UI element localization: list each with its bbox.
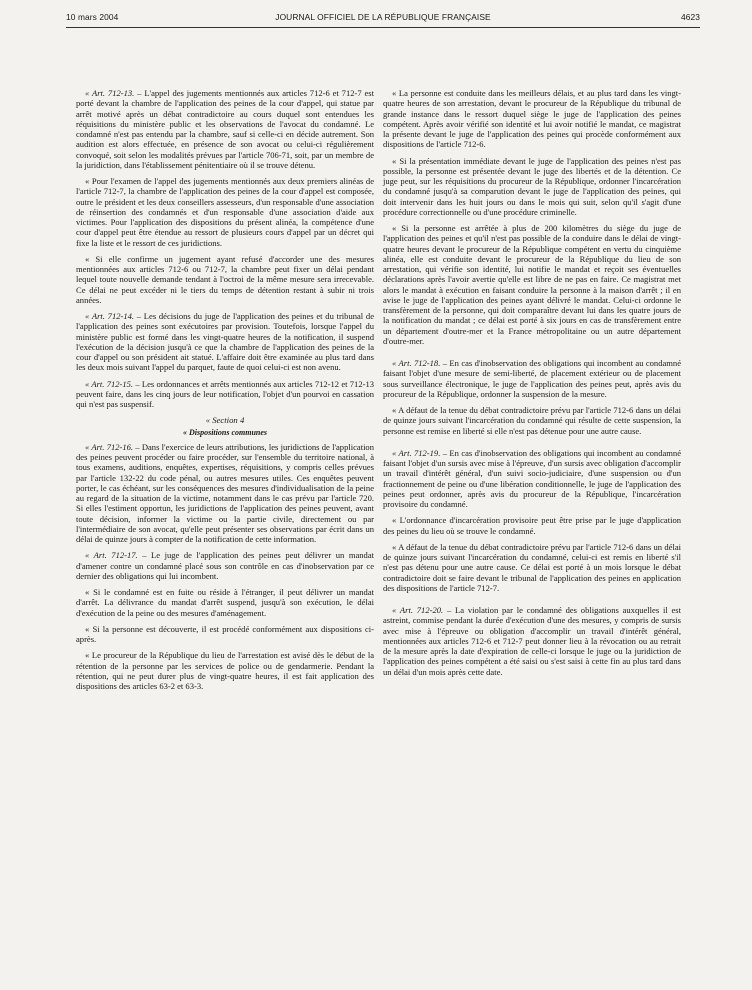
paragraph	[76, 587, 374, 618]
paragraph	[76, 254, 374, 305]
article-number: « Art. 712-19.	[392, 447, 441, 458]
article-paragraph	[383, 605, 681, 677]
right-column	[383, 88, 681, 683]
paragraph-text: « Pour l'examen de l'appel des jugements mentionnés aux deux premiers alinéas de l'article 712-7, la chambre de l'application des peines de la cour d'appel est composée, outre le président et les deux conseillers assesseurs, d'un responsable d'une association de réinsertion des condamnés et d'un responsable d'une association d'aide aux victimes. Pour l'application des dispositions du présent alinéa, la compétence d'une cour d'appel peut être étendue au ressort de plusieurs cours d'appel par un décret qui fixe la liste et le ressort de ces juridictions.	[76, 176, 374, 248]
page-header	[66, 12, 700, 26]
paragraph-text: « Si le condamné est en fuite ou réside à l'étranger, il peut délivrer un mandat d'arrêt. La délivrance du mandat d'arrêt suspend, jusqu'à son exécution, le délai d'exécution de la peine ou des mesures d'aménagement.	[76, 587, 374, 618]
paragraph-text: – Les décisions du juge de l'application des peines et du tribunal de l'application des peines sont exécutoires par provision. Toutefois, lorsque l'appel du ministère public est formé dans les vingt-quatre heures de la notification, il suspend l'exécution de la décision jusqu'à ce que la chambre de l'application des peines de la cour d'appel ou son président ait statué. L'affaire doit être examinée au plus tard dans les deux mois suivant l'appel du parquet, faute de quoi celui-ci est non avenu.	[76, 311, 374, 373]
article-number: « Art. 712-13.	[85, 88, 135, 98]
article-number: « Art. 712-18.	[392, 358, 441, 368]
paragraph-text: « La personne est conduite dans les meilleurs délais, et au plus tard dans les vingt-quatre heures de son arrestation, devant le procureur de la République du tribunal de grande instance dans le ressort duquel siège le juge de l'application des peines compétent. Après avoir vérifié son identité et lui avoir notifié le mandat, ce magistrat la présente devant le juge de l'application des peines qui procède conformément aux dispositions de l'article 712-6.	[383, 88, 681, 150]
paragraph-text: « L'ordonnance d'incarcération provisoire peut être prise par le juge d'application des peines du lieu où se trouve le condamné.	[383, 515, 681, 536]
header-rule	[66, 27, 700, 28]
paragraph-text: « A défaut de la tenue du débat contradictoire prévu par l'article 712-6 dans un délai de quinze jours suivant l'incarcération du condamné, celui-ci est remis en liberté s'il n'est pas détenu pour une autre cause. Ce délai est porté à un mois lorsque le débat contradictoire doit se faire devant le tribunal de l'application des peines en application des dispositions de l'article 712-7.	[383, 541, 681, 593]
paragraph	[76, 650, 374, 691]
article-paragraph	[383, 448, 681, 510]
paragraph-text: – En cas d'inobservation des obligations qui incombent au condamné faisant l'objet d'un sursis avec mise à l'épreuve, d'un sursis avec obligation d'accomplir un travail d'intérêt général, d'un suivi socio-judiciaire, d'une suspension ou d'un fractionnement de peine ou d'une libération conditionnelle, le juge de l'application des peines peut ordonner, après avis du procureur de la République, l'incarcération provisoire du condamné.	[383, 447, 681, 509]
paragraph-text: « Si elle confirme un jugement ayant refusé d'accorder une des mesures mentionnées aux articles 712-6 ou 712-7, la chambre peut fixer un délai pendant lequel toute nouvelle demande tendant à l'octroi de la même mesure sera irrecevable. Ce délai ne peut excéder ni le tiers du temps de détention restant à subir ni trois années.	[76, 253, 374, 305]
paragraph-text: – Le juge de l'application des peines peut délivrer un mandat d'amener contre un condamné placé sous son contrôle en cas d'inobservation par ce dernier des obligations qui lui incombent.	[76, 550, 374, 581]
article-number: « Art. 712-16.	[85, 441, 134, 452]
paragraph	[383, 405, 681, 436]
left-column	[76, 88, 374, 697]
paragraph-text: « Le procureur de la République du lieu de l'arrestation est avisé dès le début de la rétention de la personne par les services de police ou de gendarmerie. Pendant la rétention, qui ne peut durer plus de vingt-quatre heures, il est fait application des dispositions des articles 63-2 et 63-3.	[76, 650, 374, 691]
paragraph	[383, 542, 681, 593]
paragraph-text: « A défaut de la tenue du débat contradictoire prévu par l'article 712-6 dans un délai de quinze jours suivant l'incarcération du condamné qui résulte de cette suspension, la personne est remise en liberté si elle n'est pas détenue pour une autre cause.	[383, 405, 681, 436]
paragraph-text: « Si la personne est découverte, il est procédé conformément aux dispositions ci-après.	[76, 623, 374, 644]
issue-date: 10 mars 2004	[66, 12, 119, 22]
article-paragraph	[76, 379, 374, 410]
journal-title: JOURNAL OFFICIEL DE LA RÉPUBLIQUE FRANÇAISE	[275, 12, 491, 22]
paragraph-text: « Si la présentation immédiate devant le juge de l'application des peines n'est pas possible, la personne est présentée devant le juge des libertés et de la détention. Ce juge peut, sur les réquisitions du procureur de la République, ordonner l'incarcération du condamné jusqu'à sa comparution devant le juge de l'application des peines, qui doit intervenir dans les huit jours ou dans le mois qui suit, selon qu'il s'agit d'une procédure correctionnelle ou d'une procédure criminelle.	[383, 155, 681, 217]
paragraph-text: « Si la personne est arrêtée à plus de 200 kilomètres du siège du juge de l'application des peines et qu'il n'est pas possible de la conduire dans le délai de vingt-quatre heures devant le procureur de la République compétent en vertu du cinquième alinéa, elle est conduite devant le procureur de la République du lieu de son arrestation, qui vérifie son identité, lui notifie le mandat et reçoit ses éventuelles déclarations après l'avoir avertie qu'elle est libre de ne pas en faire. Ce magistrat met alors le mandat à exécution en faisant conduire la personne à la maison d'arrêt ; il en avise le juge de l'application des peines ayant délivré le mandat. Celui-ci ordonne le transfèrement de la personne, qui doit comparaître devant lui dans les quatre jours de la notification du mandat ; ce délai est porté à six jours en cas de transfèrement entre un département d'outre-mer et la France métropolitaine ou un autre département d'outre-mer.	[383, 223, 681, 346]
paragraph	[383, 223, 681, 346]
paragraph	[383, 515, 681, 536]
paragraph	[383, 88, 681, 150]
article-number: « Art. 712-20.	[392, 605, 444, 615]
article-paragraph	[76, 311, 374, 373]
article-number: « Art. 712-17.	[85, 550, 138, 561]
subsection-heading: « Dispositions communes	[182, 427, 267, 437]
article-paragraph	[76, 88, 374, 170]
article-paragraph	[76, 550, 374, 581]
paragraph-text: – Dans l'exercice de leurs attributions, les juridictions de l'application des peines peuvent procéder ou faire procéder, sur l'ensemble du territoire national, à tous examens, auditions, enquêtes, expertises, réquisitions, y compris celles prévues par l'article 132-22 du code pénal, ou autres mesures utiles. Ces enquêtes peuvent porter, le cas échéant, sur les conséquences des mesures d'individualisation de la peine au regard de la situation de la victime, notamment dans le cas prévu par l'article 720. Si elles l'estiment opportun, les juridictions de l'application des peines peuvent, avant toute décision, informer la victime ou la partie civile, directement ou par l'intermédiaire de son avocat, qu'elle peut présenter ses observations par écrit dans un délai de quinze jours à compter de la notification de cette information.	[76, 441, 374, 544]
article-paragraph	[76, 442, 374, 545]
section-heading: « Section 4	[205, 415, 245, 426]
article-paragraph	[383, 358, 681, 399]
paragraph-text: – En cas d'inobservation des obligations qui incombent au condamné faisant l'objet d'une mesure de semi-liberté, de placement extérieur ou de placement sous surveillance électronique, le juge de l'application des peines peut, après avis du procureur de la République, ordonner la suspension de la mesure.	[383, 358, 681, 399]
paragraph-text: – La violation par le condamné des obligations auxquelles il est astreint, commise pendant la durée d'exécution d'une des mesures, y compris de sursis avec mise à l'épreuve ou obligation d'accomplir un travail d'intérêt général, mentionnées aux articles 712-6 et 712-7 peut donner lieu à la révocation ou au retrait de la mesure après la date d'expiration de celle-ci lorsque le juge ou la juridiction de l'application des peines compétent a été saisi ou s'est saisi à cette fin au plus tard dans un délai d'un mois après cette date.	[383, 605, 681, 677]
page-number: 4623	[680, 12, 700, 22]
paragraph	[383, 156, 681, 218]
paragraph	[76, 624, 374, 645]
paragraph-text: – L'appel des jugements mentionnés aux articles 712-6 et 712-7 est porté devant la chambre de l'application des peines de la cour d'appel, qui statue par arrêt motivé après un débat contradictoire au cours duquel sont entendues les réquisitions du ministère public et les observations de l'avocat du condamné. Le condamné n'est pas entendu par la chambre, sauf si celle-ci en décide autrement. Son audition est alors effectuée, en présence de son avocat ou celui-ci régulièrement convoqué, soit selon les modalités prévues par l'article 706-71, soit, par un membre de la juridiction, dans l'établissement pénitentiaire où il se trouve détenu.	[76, 88, 374, 170]
paragraph-text: – Les ordonnances et arrêts mentionnés aux articles 712-12 et 712-13 peuvent faire, dans les cinq jours de leur notification, l'objet d'un pourvoi en cassation qui n'est pas suspensif.	[76, 378, 374, 409]
article-number: « Art. 712-14.	[85, 311, 135, 321]
paragraph	[76, 176, 374, 248]
article-number: « Art. 712-15.	[85, 378, 134, 389]
